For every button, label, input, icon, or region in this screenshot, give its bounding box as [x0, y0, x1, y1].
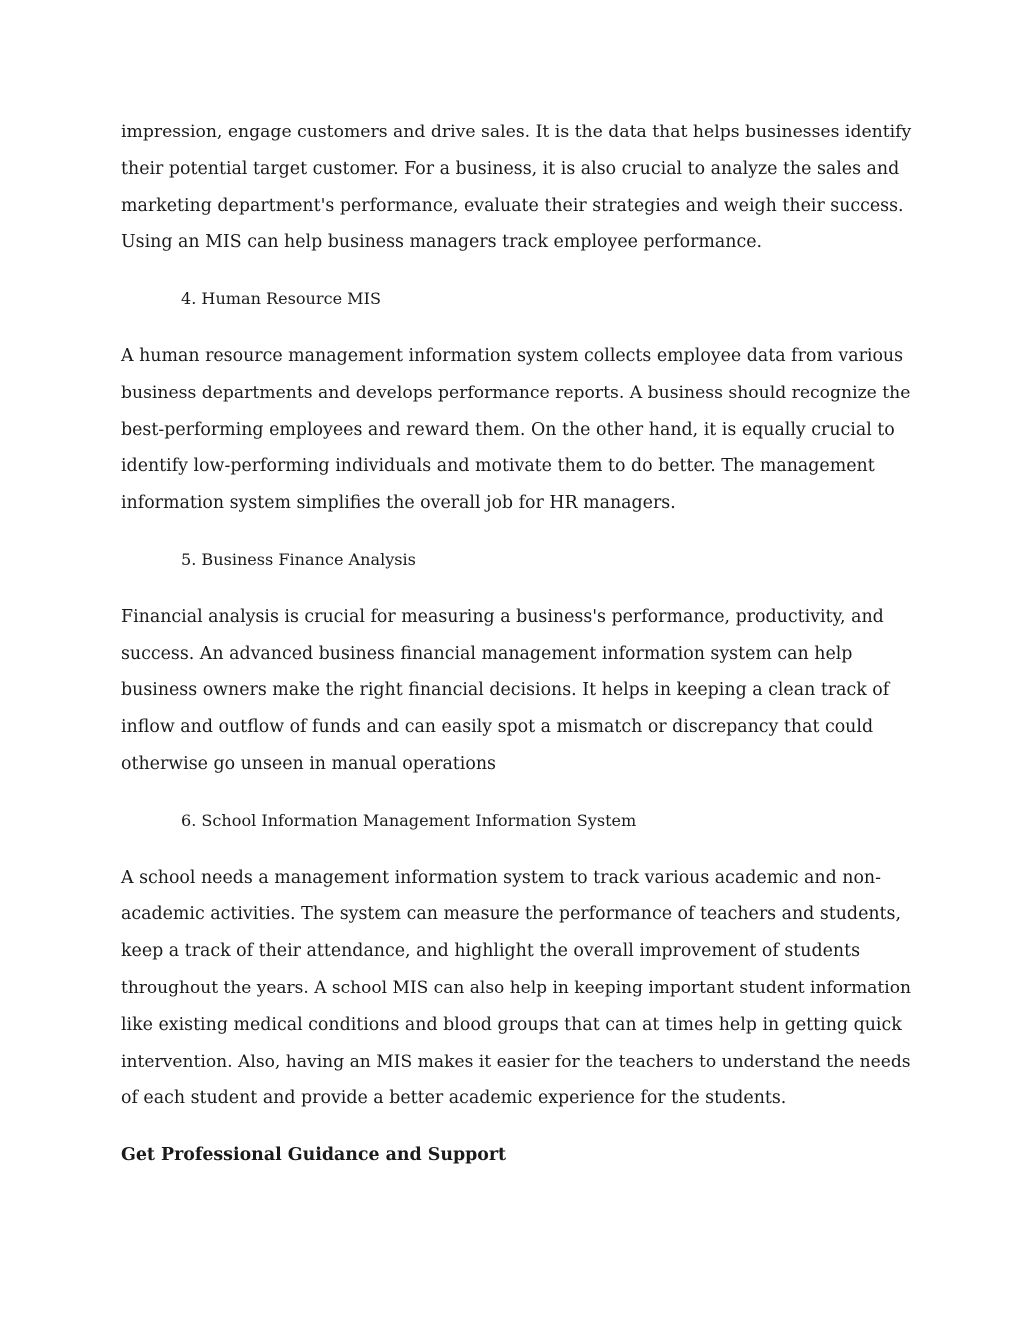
section-heading-hr-mis: 4. Human Resource MIS	[181, 289, 381, 309]
text-line: business owners make the right financial decisions. It helps in keeping a clean track of	[121, 680, 890, 701]
text-line: best-performing employees and reward them. On the other hand, it is equally crucial to	[121, 419, 895, 440]
text-line: throughout the years. A school MIS can also help in keeping important student information	[121, 977, 911, 998]
paragraph-marketing	[121, 114, 911, 261]
text-line: A human resource management information system collects employee data from various	[121, 345, 904, 366]
section-heading-school: 6. School Information Management Information System	[181, 810, 637, 830]
text-line: identify low-performing individuals and motivate them to do better. The management	[121, 456, 875, 477]
paragraph-finance	[121, 599, 911, 783]
text-line: Using an MIS can help business managers track employee performance.	[121, 232, 763, 253]
text-line: inflow and outflow of funds and can easily spot a mismatch or discrepancy that could	[121, 717, 874, 738]
section-heading-guidance: Get Professional Guidance and Support	[121, 1145, 507, 1166]
text-line: academic activities. The system can measure the performance of teachers and students,	[121, 904, 901, 925]
text-line: otherwise go unseen in manual operations	[121, 753, 496, 774]
paragraph-hr-mis	[121, 338, 911, 522]
paragraph-school	[121, 860, 911, 1118]
text-line: marketing department's performance, evaluate their strategies and weigh their success.	[121, 195, 904, 216]
section-heading-finance: 5. Business Finance Analysis	[181, 549, 416, 569]
document-body	[121, 114, 911, 1174]
text-line: Financial analysis is crucial for measuring a business's performance, productivity, and	[121, 606, 884, 627]
text-line: intervention. Also, having an MIS makes it easier for the teachers to understand the needs	[121, 1051, 911, 1072]
text-line: success. An advanced business financial management information system can help	[121, 643, 853, 664]
text-line: A school needs a management information system to track various academic and non-	[121, 867, 882, 888]
text-line: like existing medical conditions and blood groups that can at times help in getting quick	[121, 1014, 902, 1035]
text-line: keep a track of their attendance, and highlight the overall improvement of students	[121, 941, 860, 962]
text-line: their potential target customer. For a business, it is also crucial to analyze the sales and	[121, 158, 900, 179]
text-line: information system simplifies the overall job for HR managers.	[121, 493, 676, 514]
text-line: business departments and develops performance reports. A business should recognize the	[121, 382, 911, 403]
text-line: of each student and provide a better academic experience for the students.	[121, 1088, 787, 1109]
text-line: impression, engage customers and drive sales. It is the data that helps businesses identify	[121, 122, 912, 142]
